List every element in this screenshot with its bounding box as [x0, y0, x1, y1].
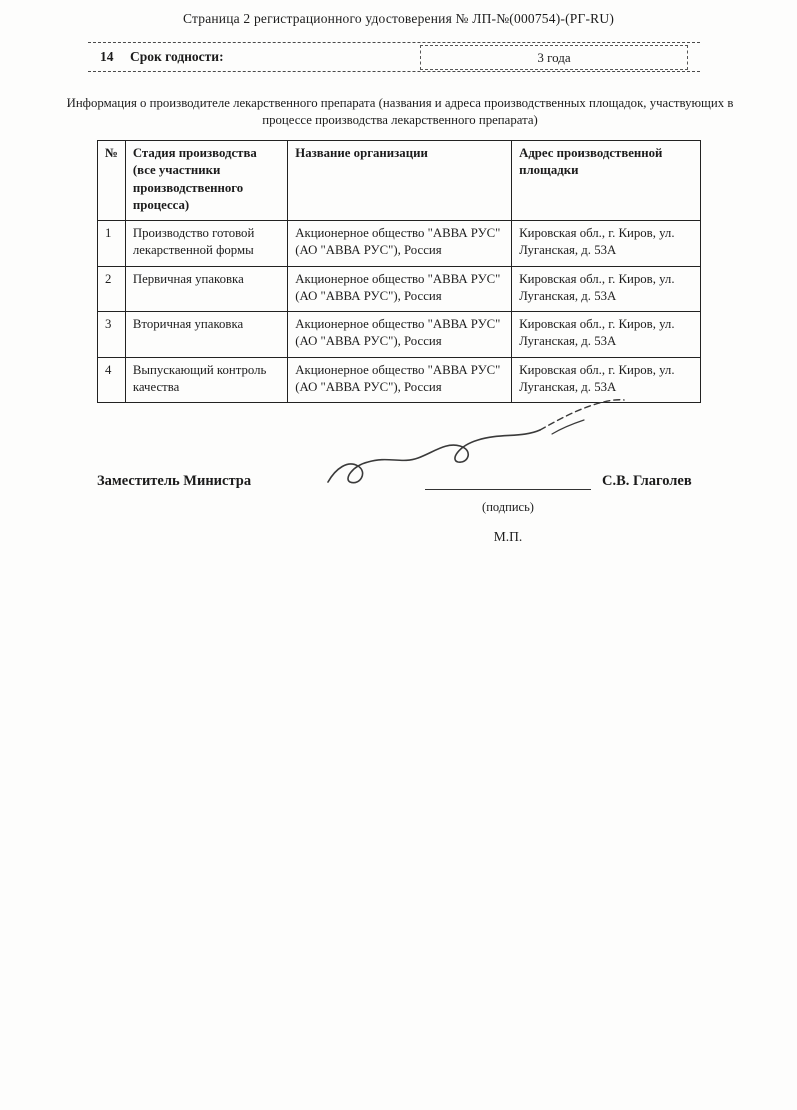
- row-org-cell: Акционерное общество "АВВА РУС" (АО "АВВА РУС"), Россия: [288, 357, 512, 403]
- manufacturers-table: [97, 140, 701, 403]
- row-address-cell: Кировская обл., г. Киров, ул. Луганская, д. 53А: [512, 221, 701, 267]
- row-stage-cell: Выпускающий контроль качества: [125, 357, 287, 403]
- row-num-cell: 4: [98, 357, 126, 403]
- row-num-cell: 3: [98, 312, 126, 358]
- table-row: [98, 266, 701, 312]
- row-org-cell: Акционерное общество "АВВА РУС" (АО "АВВА РУС"), Россия: [288, 312, 512, 358]
- table-header-row: [98, 141, 701, 221]
- row-org-cell: Акционерное общество "АВВА РУС" (АО "АВВА РУС"), Россия: [288, 266, 512, 312]
- row-num-cell: 2: [98, 266, 126, 312]
- row-num-cell: 1: [98, 221, 126, 267]
- row-stage-cell: Вторичная упаковка: [125, 312, 287, 358]
- shelf-life-row: [88, 42, 700, 72]
- table-row: [98, 221, 701, 267]
- page-header-title: Страница 2 регистрационного удостоверения № ЛП-№(000754)-(РГ-RU): [182, 11, 615, 26]
- shelf-life-label: Срок годности:: [130, 49, 224, 64]
- row-address-cell: Кировская обл., г. Киров, ул. Луганская, д. 53А: [512, 357, 701, 403]
- shelf-life-value: 3 года: [420, 45, 688, 70]
- table-header-num: №: [98, 141, 126, 221]
- signature-caption: (подпись): [482, 500, 534, 514]
- manufacturer-info-text: Информация о производителе лекарственного препарата (названия и адреса производственных площадок, участвующих в процессе производства лекарственного препарата): [66, 96, 734, 128]
- row-org-cell: Акционерное общество "АВВА РУС" (АО "АВВА РУС"), Россия: [288, 221, 512, 267]
- table-header-stage: Стадия производства (все участники производственного процесса): [125, 141, 287, 221]
- signature-line: [425, 476, 591, 490]
- row-stage-cell: Первичная упаковка: [125, 266, 287, 312]
- row-address-cell: Кировская обл., г. Киров, ул. Луганская, д. 53А: [512, 266, 701, 312]
- table-header-address: Адрес производственной площадки: [512, 141, 701, 221]
- row-address-cell: Кировская обл., г. Киров, ул. Луганская, д. 53А: [512, 312, 701, 358]
- shelf-life-item-number: 14: [100, 49, 114, 64]
- table-row: [98, 312, 701, 358]
- signer-title: Заместитель Министра: [97, 473, 252, 489]
- stamp-placeholder: М.П.: [493, 529, 523, 544]
- table-header-org: Название организации: [288, 141, 512, 221]
- signer-name: С.В. Глаголев: [602, 473, 692, 489]
- table-row: [98, 357, 701, 403]
- row-stage-cell: Производство готовой лекарственной формы: [125, 221, 287, 267]
